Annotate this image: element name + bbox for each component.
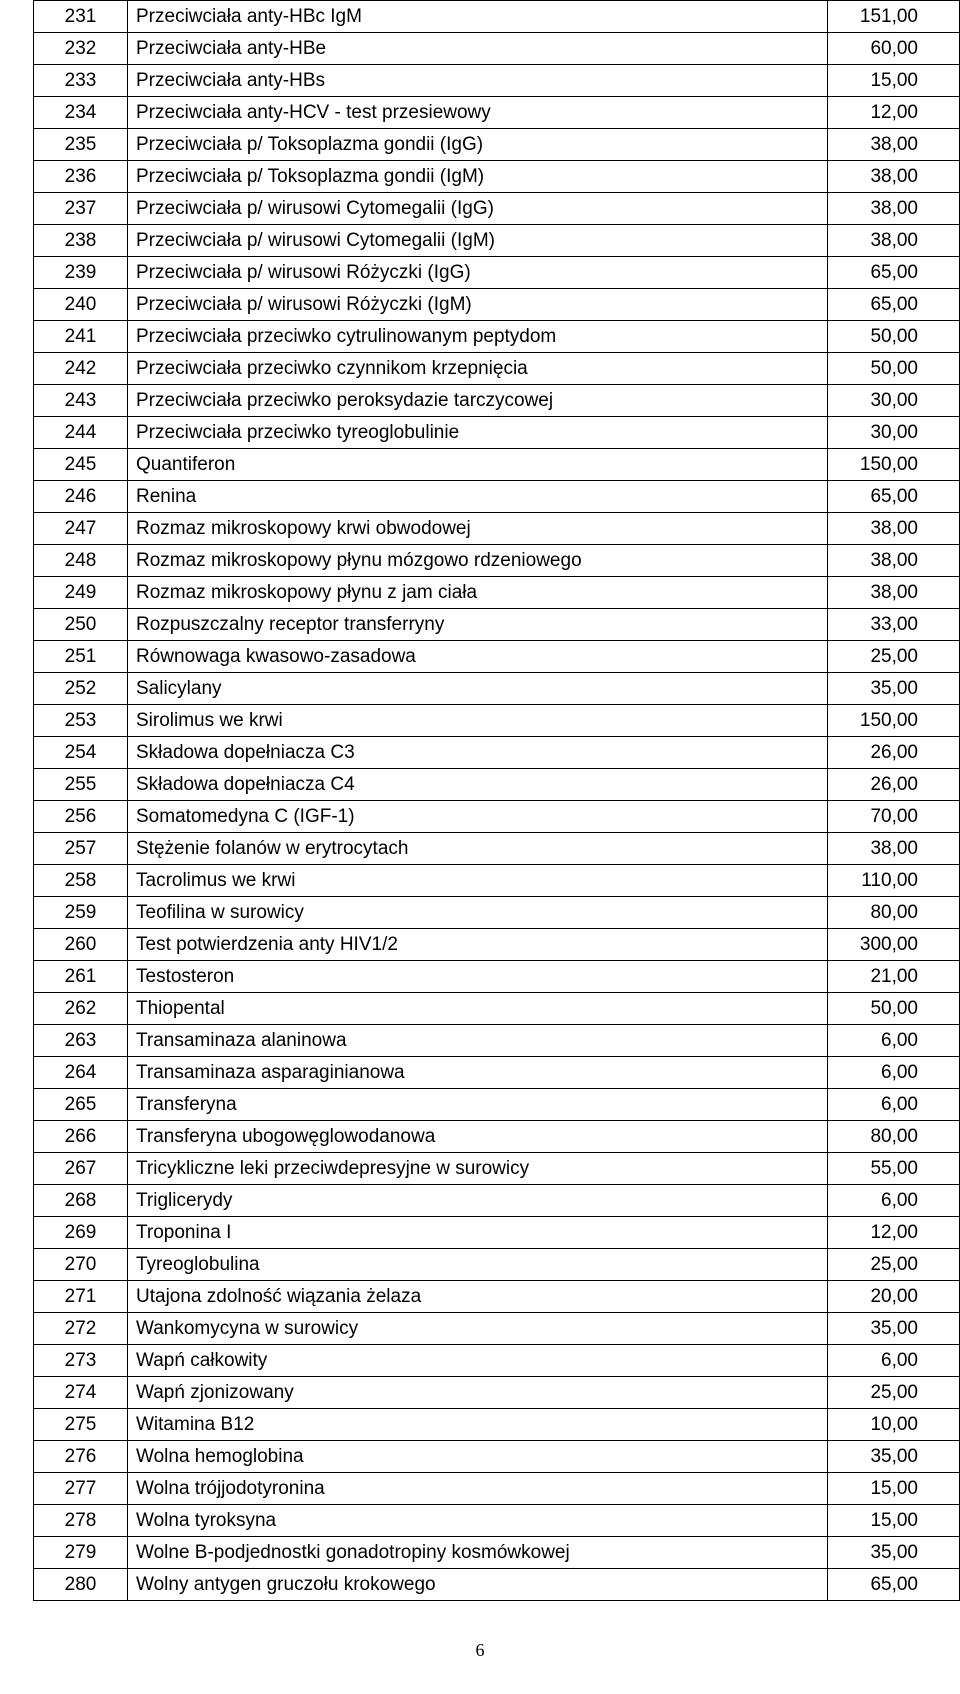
test-name-cell: Przeciwciała p/ wirusowi Cytomegalii (IgG) [128,193,828,225]
table-row [34,801,960,833]
price-cell: 65,00 [828,1569,960,1601]
table-row [34,97,960,129]
test-name-cell: Troponina I [128,1217,828,1249]
test-name-cell: Składowa dopełniacza C3 [128,737,828,769]
test-name-cell: Przeciwciała przeciwko cytrulinowanym peptydom [128,321,828,353]
test-name-cell: Utajona zdolność wiązania żelaza [128,1281,828,1313]
price-cell: 15,00 [828,1505,960,1537]
test-name-cell: Thiopental [128,993,828,1025]
table-row [34,385,960,417]
row-number-cell: 264 [34,1057,128,1089]
row-number-cell: 244 [34,417,128,449]
test-name-cell: Rozmaz mikroskopowy krwi obwodowej [128,513,828,545]
price-cell: 6,00 [828,1345,960,1377]
price-cell: 26,00 [828,769,960,801]
price-cell: 38,00 [828,129,960,161]
table-row [34,161,960,193]
test-name-cell: Rozmaz mikroskopowy płynu z jam ciała [128,577,828,609]
test-name-cell: Sirolimus we krwi [128,705,828,737]
row-number-cell: 237 [34,193,128,225]
price-cell: 6,00 [828,1057,960,1089]
test-name-cell: Witamina B12 [128,1409,828,1441]
test-name-cell: Teofilina w surowicy [128,897,828,929]
row-number-cell: 275 [34,1409,128,1441]
table-row [34,929,960,961]
price-table-body [34,1,960,1601]
table-row [34,545,960,577]
price-cell: 38,00 [828,513,960,545]
test-name-cell: Transaminaza asparaginianowa [128,1057,828,1089]
table-row [34,1409,960,1441]
row-number-cell: 279 [34,1537,128,1569]
table-row [34,641,960,673]
row-number-cell: 262 [34,993,128,1025]
test-name-cell: Tacrolimus we krwi [128,865,828,897]
table-row [34,673,960,705]
row-number-cell: 240 [34,289,128,321]
price-cell: 25,00 [828,1377,960,1409]
test-name-cell: Przeciwciała anty-HCV - test przesiewowy [128,97,828,129]
row-number-cell: 231 [34,1,128,33]
table-row [34,1217,960,1249]
table-row [34,1313,960,1345]
table-row [34,33,960,65]
price-cell: 38,00 [828,193,960,225]
price-cell: 25,00 [828,1249,960,1281]
row-number-cell: 232 [34,33,128,65]
price-cell: 26,00 [828,737,960,769]
row-number-cell: 260 [34,929,128,961]
table-row [34,1377,960,1409]
test-name-cell: Przeciwciała p/ wirusowi Różyczki (IgM) [128,289,828,321]
price-cell: 55,00 [828,1153,960,1185]
test-name-cell: Przeciwciała p/ wirusowi Różyczki (IgG) [128,257,828,289]
test-name-cell: Wolne B-podjednostki gonadotropiny kosmówkowej [128,1537,828,1569]
table-row [34,1441,960,1473]
table-row [34,769,960,801]
price-cell: 15,00 [828,65,960,97]
test-name-cell: Wolna hemoglobina [128,1441,828,1473]
table-row [34,961,960,993]
test-name-cell: Transaminaza alaninowa [128,1025,828,1057]
row-number-cell: 255 [34,769,128,801]
test-name-cell: Wapń całkowity [128,1345,828,1377]
row-number-cell: 258 [34,865,128,897]
price-cell: 38,00 [828,545,960,577]
price-cell: 12,00 [828,97,960,129]
table-row [34,577,960,609]
row-number-cell: 257 [34,833,128,865]
price-cell: 38,00 [828,161,960,193]
table-row [34,1153,960,1185]
row-number-cell: 269 [34,1217,128,1249]
row-number-cell: 252 [34,673,128,705]
test-name-cell: Rozpuszczalny receptor transferryny [128,609,828,641]
test-name-cell: Rozmaz mikroskopowy płynu mózgowo rdzeniowego [128,545,828,577]
row-number-cell: 236 [34,161,128,193]
table-row [34,865,960,897]
price-cell: 35,00 [828,1441,960,1473]
row-number-cell: 266 [34,1121,128,1153]
table-row [34,481,960,513]
test-name-cell: Somatomedyna C (IGF-1) [128,801,828,833]
price-cell: 20,00 [828,1281,960,1313]
table-row [34,193,960,225]
test-name-cell: Tyreoglobulina [128,1249,828,1281]
price-cell: 6,00 [828,1089,960,1121]
test-name-cell: Wolna trójjodotyronina [128,1473,828,1505]
table-row [34,513,960,545]
price-cell: 65,00 [828,289,960,321]
table-row [34,737,960,769]
test-name-cell: Stężenie folanów w erytrocytach [128,833,828,865]
price-cell: 6,00 [828,1185,960,1217]
price-cell: 50,00 [828,993,960,1025]
test-name-cell: Przeciwciała przeciwko peroksydazie tarczycowej [128,385,828,417]
table-row [34,1345,960,1377]
table-row [34,1569,960,1601]
test-name-cell: Równowaga kwasowo-zasadowa [128,641,828,673]
row-number-cell: 272 [34,1313,128,1345]
row-number-cell: 239 [34,257,128,289]
row-number-cell: 259 [34,897,128,929]
test-name-cell: Transferyna ubogowęglowodanowa [128,1121,828,1153]
price-cell: 150,00 [828,449,960,481]
price-cell: 70,00 [828,801,960,833]
price-cell: 150,00 [828,705,960,737]
row-number-cell: 254 [34,737,128,769]
row-number-cell: 242 [34,353,128,385]
table-row [34,993,960,1025]
price-cell: 10,00 [828,1409,960,1441]
page-number: 6 [475,1640,485,1660]
test-name-cell: Przeciwciała anty-HBs [128,65,828,97]
table-row [34,129,960,161]
table-row [34,1185,960,1217]
price-cell: 30,00 [828,417,960,449]
price-cell: 50,00 [828,321,960,353]
price-cell: 35,00 [828,1537,960,1569]
table-row [34,897,960,929]
row-number-cell: 251 [34,641,128,673]
row-number-cell: 276 [34,1441,128,1473]
table-row [34,289,960,321]
price-cell: 80,00 [828,897,960,929]
price-cell: 35,00 [828,1313,960,1345]
table-row [34,833,960,865]
row-number-cell: 265 [34,1089,128,1121]
price-cell: 151,00 [828,1,960,33]
table-row [34,353,960,385]
price-cell: 60,00 [828,33,960,65]
row-number-cell: 274 [34,1377,128,1409]
row-number-cell: 277 [34,1473,128,1505]
price-cell: 80,00 [828,1121,960,1153]
row-number-cell: 253 [34,705,128,737]
row-number-cell: 278 [34,1505,128,1537]
test-name-cell: Triglicerydy [128,1185,828,1217]
price-cell: 38,00 [828,833,960,865]
table-row [34,321,960,353]
price-cell: 38,00 [828,577,960,609]
test-name-cell: Wolna tyroksyna [128,1505,828,1537]
table-row [34,1089,960,1121]
table-row [34,449,960,481]
price-cell: 65,00 [828,257,960,289]
row-number-cell: 233 [34,65,128,97]
price-cell: 300,00 [828,929,960,961]
table-row [34,65,960,97]
test-name-cell: Przeciwciała anty-HBc IgM [128,1,828,33]
table-row [34,609,960,641]
test-name-cell: Przeciwciała anty-HBe [128,33,828,65]
row-number-cell: 241 [34,321,128,353]
row-number-cell: 234 [34,97,128,129]
test-name-cell: Przeciwciała p/ Toksoplazma gondii (IgM) [128,161,828,193]
row-number-cell: 256 [34,801,128,833]
row-number-cell: 243 [34,385,128,417]
price-cell: 25,00 [828,641,960,673]
row-number-cell: 235 [34,129,128,161]
row-number-cell: 267 [34,1153,128,1185]
row-number-cell: 248 [34,545,128,577]
row-number-cell: 245 [34,449,128,481]
row-number-cell: 268 [34,1185,128,1217]
price-cell: 6,00 [828,1025,960,1057]
row-number-cell: 270 [34,1249,128,1281]
price-cell: 50,00 [828,353,960,385]
price-cell: 30,00 [828,385,960,417]
table-row [34,1121,960,1153]
table-row [34,1537,960,1569]
test-name-cell: Wapń zjonizowany [128,1377,828,1409]
test-name-cell: Tricykliczne leki przeciwdepresyjne w surowicy [128,1153,828,1185]
test-name-cell: Wolny antygen gruczołu krokowego [128,1569,828,1601]
price-cell: 12,00 [828,1217,960,1249]
test-name-cell: Test potwierdzenia anty HIV1/2 [128,929,828,961]
test-name-cell: Wankomycyna w surowicy [128,1313,828,1345]
table-row [34,1281,960,1313]
test-name-cell: Przeciwciała przeciwko czynnikom krzepnięcia [128,353,828,385]
table-row [34,1057,960,1089]
test-name-cell: Przeciwciała przeciwko tyreoglobulinie [128,417,828,449]
price-cell: 110,00 [828,865,960,897]
table-row [34,705,960,737]
row-number-cell: 246 [34,481,128,513]
table-row [34,257,960,289]
test-name-cell: Testosteron [128,961,828,993]
test-name-cell: Składowa dopełniacza C4 [128,769,828,801]
row-number-cell: 249 [34,577,128,609]
price-cell: 33,00 [828,609,960,641]
table-row [34,1473,960,1505]
price-cell: 35,00 [828,673,960,705]
price-cell: 65,00 [828,481,960,513]
test-name-cell: Przeciwciała p/ Toksoplazma gondii (IgG) [128,129,828,161]
table-row [34,225,960,257]
test-name-cell: Salicylany [128,673,828,705]
table-row [34,1,960,33]
price-cell: 15,00 [828,1473,960,1505]
table-row [34,1249,960,1281]
row-number-cell: 263 [34,1025,128,1057]
price-cell: 21,00 [828,961,960,993]
row-number-cell: 247 [34,513,128,545]
price-table [33,0,960,1601]
row-number-cell: 250 [34,609,128,641]
price-cell: 38,00 [828,225,960,257]
test-name-cell: Transferyna [128,1089,828,1121]
row-number-cell: 280 [34,1569,128,1601]
row-number-cell: 271 [34,1281,128,1313]
table-row [34,417,960,449]
test-name-cell: Quantiferon [128,449,828,481]
test-name-cell: Przeciwciała p/ wirusowi Cytomegalii (IgM) [128,225,828,257]
test-name-cell: Renina [128,481,828,513]
row-number-cell: 261 [34,961,128,993]
table-row [34,1025,960,1057]
row-number-cell: 238 [34,225,128,257]
row-number-cell: 273 [34,1345,128,1377]
table-row [34,1505,960,1537]
